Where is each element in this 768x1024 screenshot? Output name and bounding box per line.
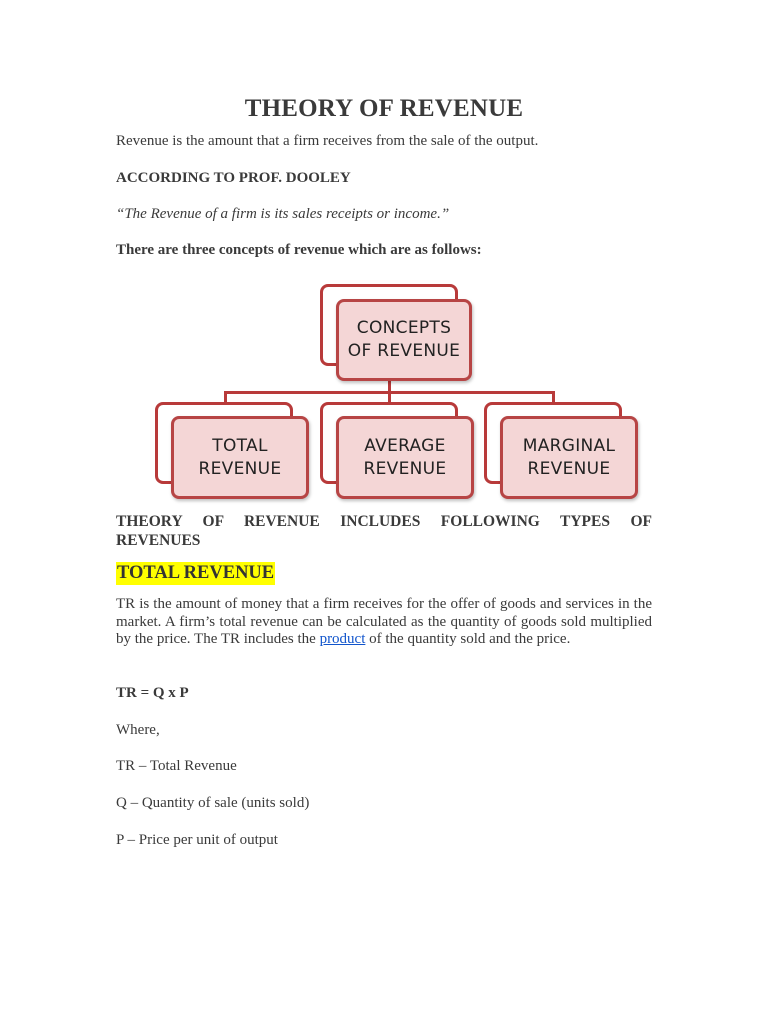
- types-heading-line1: THEORY OF REVENUE INCLUDES FOLLOWING TYPES OF: [116, 513, 652, 530]
- root-box-line1: CONCEPTS: [356, 318, 452, 338]
- types-heading-line2: REVENUES: [116, 532, 201, 549]
- definition-tr: TR – Total Revenue: [116, 758, 237, 774]
- product-link[interactable]: product: [319, 631, 366, 647]
- according-heading: ACCORDING TO PROF. DOOLEY: [116, 170, 351, 186]
- marginal-revenue-box: [500, 416, 638, 499]
- revenue-concepts-diagram: [150, 280, 650, 505]
- definition-q: Q – Quantity of sale (units sold): [116, 795, 310, 811]
- marginal-revenue-box-line1: MARGINAL: [522, 435, 616, 456]
- tr-formula: TR = Q x P: [116, 685, 189, 701]
- root-box: [336, 299, 472, 381]
- where-label: Where,: [116, 722, 160, 738]
- tr-paragraph-text: TR is the amount of money that a firm receives for the offer of goods and services in the market. A firm’s total revenue can be calculated as the quantity of goods sold multiplied by the price. The TR includes the: [116, 596, 652, 647]
- total-revenue-box-line1: TOTAL: [212, 435, 268, 456]
- total-revenue-box-line2: REVENUE: [198, 458, 282, 479]
- quote-text: “The Revenue of a firm is its sales receipts or income.”: [116, 206, 450, 222]
- tr-paragraph-text-end: of the quantity sold and the price.: [365, 631, 571, 647]
- marginal-revenue-box-line2: REVENUE: [527, 458, 611, 479]
- total-revenue-box: [171, 416, 309, 499]
- concepts-lead: There are three concepts of revenue which are as follows:: [116, 242, 482, 258]
- intro-paragraph: Revenue is the amount that a firm receives from the sale of the output.: [116, 133, 539, 149]
- average-revenue-box-line2: REVENUE: [363, 458, 447, 479]
- root-box-line2: OF REVENUE: [347, 341, 461, 361]
- tr-paragraph: [116, 596, 652, 649]
- page-title: THEORY OF REVENUE: [244, 95, 524, 122]
- average-revenue-box-line1: AVERAGE: [364, 435, 446, 456]
- average-revenue-box: [336, 416, 474, 499]
- total-revenue-heading: TOTAL REVENUE: [117, 563, 275, 583]
- definition-p: P – Price per unit of output: [116, 832, 278, 848]
